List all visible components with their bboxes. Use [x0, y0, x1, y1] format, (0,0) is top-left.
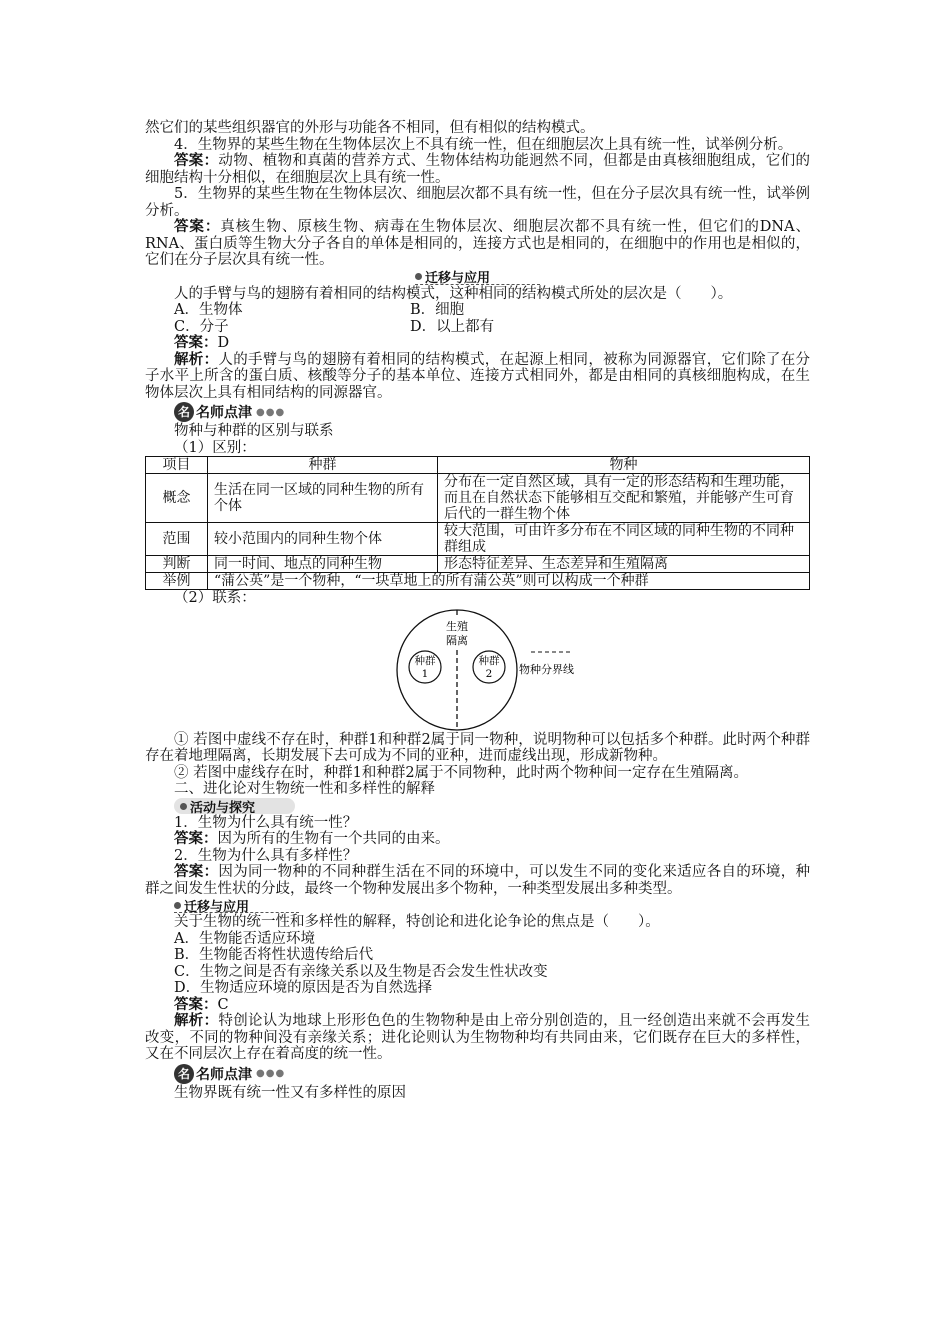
teacher-tips-label: 名师点津 [196, 1066, 252, 1083]
teacher-tips-banner [145, 1063, 810, 1085]
table-header: 项目 [146, 457, 208, 474]
table-row [146, 474, 810, 523]
activity-question-2: 2．生物为什么具有多样性？ [174, 847, 358, 864]
section-heading: 二、进化论对生物统一性和多样性的解释 [174, 781, 435, 797]
option-c: C．生物之间是否有亲缘关系以及生物是否会发生性状改变 [174, 963, 548, 980]
table-cell: 分布在一定自然区域，具有一定的形态结构和生理功能，而且在自然状态下能够相互交配和繁殖，并能够产生可育后代的一群生物个体 [438, 474, 810, 523]
option-a: A．生物体 [174, 302, 243, 318]
population-2-number: 2 [485, 667, 493, 680]
teacher-tips-banner [145, 401, 810, 423]
explanation-text: 人的手臂与鸟的翅膀有着相同的结构模式，在起源上相同，被称为同源器官，它们除了在分子水平上所含的蛋白质、核酸等分子的基本单位、连接方式相同外，都是由相同的真核细胞构成，在生物体层次上具有相同结构的同源器官。 [145, 351, 811, 401]
answer-4 [145, 153, 810, 186]
teacher-badge-icon: 名 [174, 1064, 194, 1084]
banner-label: 迁移与应用 [424, 271, 490, 286]
table-cell: 范围 [146, 523, 208, 556]
tips-title: 物种与种群的区别与联系 [174, 423, 334, 439]
teacher-badge-icon: 名 [174, 402, 194, 422]
table-row [146, 573, 810, 590]
banner-label: 迁移与应用 [184, 899, 250, 915]
explanation-text: 特创论认为地球上形形色色的生物物种是由上帝分别创造的，且一经创造出来就不会再发生改变，不同的物种间没有亲缘关系；进化论则认为生物物种均有共同由来，它们既存在巨大的多样性，又在不同层次上存在着高度的统一性。 [145, 1013, 811, 1062]
transfer-application-banner [145, 897, 810, 914]
diagram-svg [145, 607, 810, 732]
activity-banner [145, 798, 810, 815]
bullet-icon [174, 902, 181, 909]
population-1-label: 种群 [414, 654, 436, 667]
tips-subheading: （2）联系： [174, 590, 256, 606]
reproductive-isolation-label: 生殖 [446, 619, 468, 633]
activity-label: 活动与探究 [190, 800, 256, 816]
option-c: C．分子 [174, 318, 229, 335]
table-cell: 举例 [146, 573, 208, 590]
population-2-label: 种群 [478, 654, 500, 667]
table-row [146, 556, 810, 573]
explanation-label: 解析： [174, 350, 219, 368]
exercise-2-explanation [145, 1013, 810, 1063]
table-header-row [146, 457, 810, 474]
option-d: D．以上都有 [410, 318, 495, 335]
table-cell: 同一时间、地点的同种生物 [208, 556, 438, 573]
activity-answer-1 [145, 831, 810, 848]
answer-text: C [217, 996, 229, 1013]
explanation-label: 解析： [174, 1012, 219, 1029]
table-cell: 概念 [146, 474, 208, 523]
exercise-1-options-row2 [145, 319, 810, 336]
option-b: B．生物能否将性状遗传给后代 [174, 947, 374, 963]
table-cell: 形态特征差异、生态差异和生殖隔离 [438, 556, 810, 573]
table-row [146, 523, 810, 556]
document-page [145, 120, 810, 1101]
exercise-1-explanation [145, 352, 810, 402]
answer-label: 答案： [174, 830, 218, 847]
table-cell: 生活在同一区域的同种生物的所有个体 [208, 474, 438, 523]
dots-icon: ●●● [256, 406, 286, 418]
table-cell: 较小范围内的同种生物个体 [208, 523, 438, 556]
answer-5 [145, 219, 810, 269]
table-cell: 较大范围，可由许多分布在不同区域的同种生物的不同种群组成 [438, 523, 810, 556]
exercise-2-question: 关于生物的统一性和多样性的解释，特创论和进化论争论的焦点是（ ）。 [174, 914, 660, 930]
species-population-diagram [145, 607, 810, 732]
table-header: 种群 [208, 457, 438, 474]
population-1-number: 1 [421, 667, 429, 680]
option-b: B．细胞 [410, 302, 465, 318]
question-4: 4．生物界的某些生物在生物体层次上不具有统一性，但在细胞层次上具有统一性，试举例分析。 [174, 136, 793, 153]
exercise-1-options-row1 [145, 302, 810, 319]
activity-question-1: 1．生物为什么具有统一性？ [174, 814, 358, 831]
dots-icon: ●●● [256, 1068, 286, 1079]
table-cell: “蒲公英”是一个物种，“一块草地上的所有蒲公英”则可以构成一个种群 [208, 573, 810, 590]
activity-answer-2 [145, 864, 810, 897]
bullet-icon [180, 803, 187, 810]
table-cell: 判断 [146, 556, 208, 573]
transfer-application-banner [145, 269, 810, 286]
answer-label: 答案： [174, 152, 219, 169]
answer-label: 答案： [174, 334, 218, 351]
exercise-2-answer [145, 997, 810, 1014]
teacher-tips-label: 名师点津 [196, 405, 252, 421]
note-1: ① 若图中虚线不存在时，种群1和种群2属于同一物种，说明物种可以包括多个种群。此时两个种群存在着地理隔离，长期发展下去可成为不同的亚种，进而虚线出现，形成新物种。 [145, 731, 810, 764]
exercise-1-question: 人的手臂与鸟的翅膀有着相同的结构模式，这种相同的结构模式所处的层次是（ ）。 [174, 285, 733, 302]
exercise-1-answer [145, 335, 810, 352]
answer-label: 答案： [174, 995, 218, 1013]
option-d: D．生物适应环境的原因是否为自然选择 [174, 980, 433, 996]
reproductive-isolation-label: 隔离 [446, 633, 468, 647]
note-2: ② 若图中虚线存在时，种群1和种群2属于不同物种，此时两个物种间一定存在生殖隔离。 [174, 764, 749, 781]
tips-subheading: （1）区别： [174, 439, 256, 456]
answer-text: 因为同一物种的不同种群生活在不同的环境中，可以发生不同的变化来适应各自的环境，种群之间发生性状的分歧，最终一个物种发展出多个物种，一种类型发展出多种类型。 [145, 864, 811, 897]
answer-text: 因为所有的生物有一个共同的由来。 [217, 831, 450, 847]
option-a: A．生物能否适应环境 [174, 930, 315, 947]
question-5: 5．生物界的某些生物在生物体层次、细胞层次都不具有统一性，但在分子层次具有统一性，试举例分析。 [145, 186, 810, 219]
answer-label: 答案： [174, 218, 221, 235]
bullet-icon [415, 273, 422, 280]
answer-text: 动物、植物和真菌的营养方式、生物体结构功能迥然不同，但都是由真核细胞组成，它们的细胞结构十分相似，在细胞层次上具有统一性。 [145, 153, 811, 186]
comparison-table [145, 456, 810, 590]
answer-text: 真核生物、原核生物、病毒在生物体层次、细胞层次都不具有统一性，但它们的DNA、RNA、蛋白质等生物大分子各自的单体是相同的，连接方式也是相同的，在细胞中的作用也是相似的，它们在分子层次具有统一性。 [145, 219, 811, 268]
species-boundary-label: 物种分界线 [519, 662, 574, 676]
paragraph: 然它们的某些组织器官的外形与功能各不相同，但有相似的结构模式。 [145, 120, 595, 136]
answer-text: D [217, 335, 230, 351]
tips-title: 生物界既有统一性又有多样性的原因 [174, 1084, 406, 1101]
answer-label: 答案： [174, 863, 219, 880]
table-header: 物种 [438, 457, 810, 474]
